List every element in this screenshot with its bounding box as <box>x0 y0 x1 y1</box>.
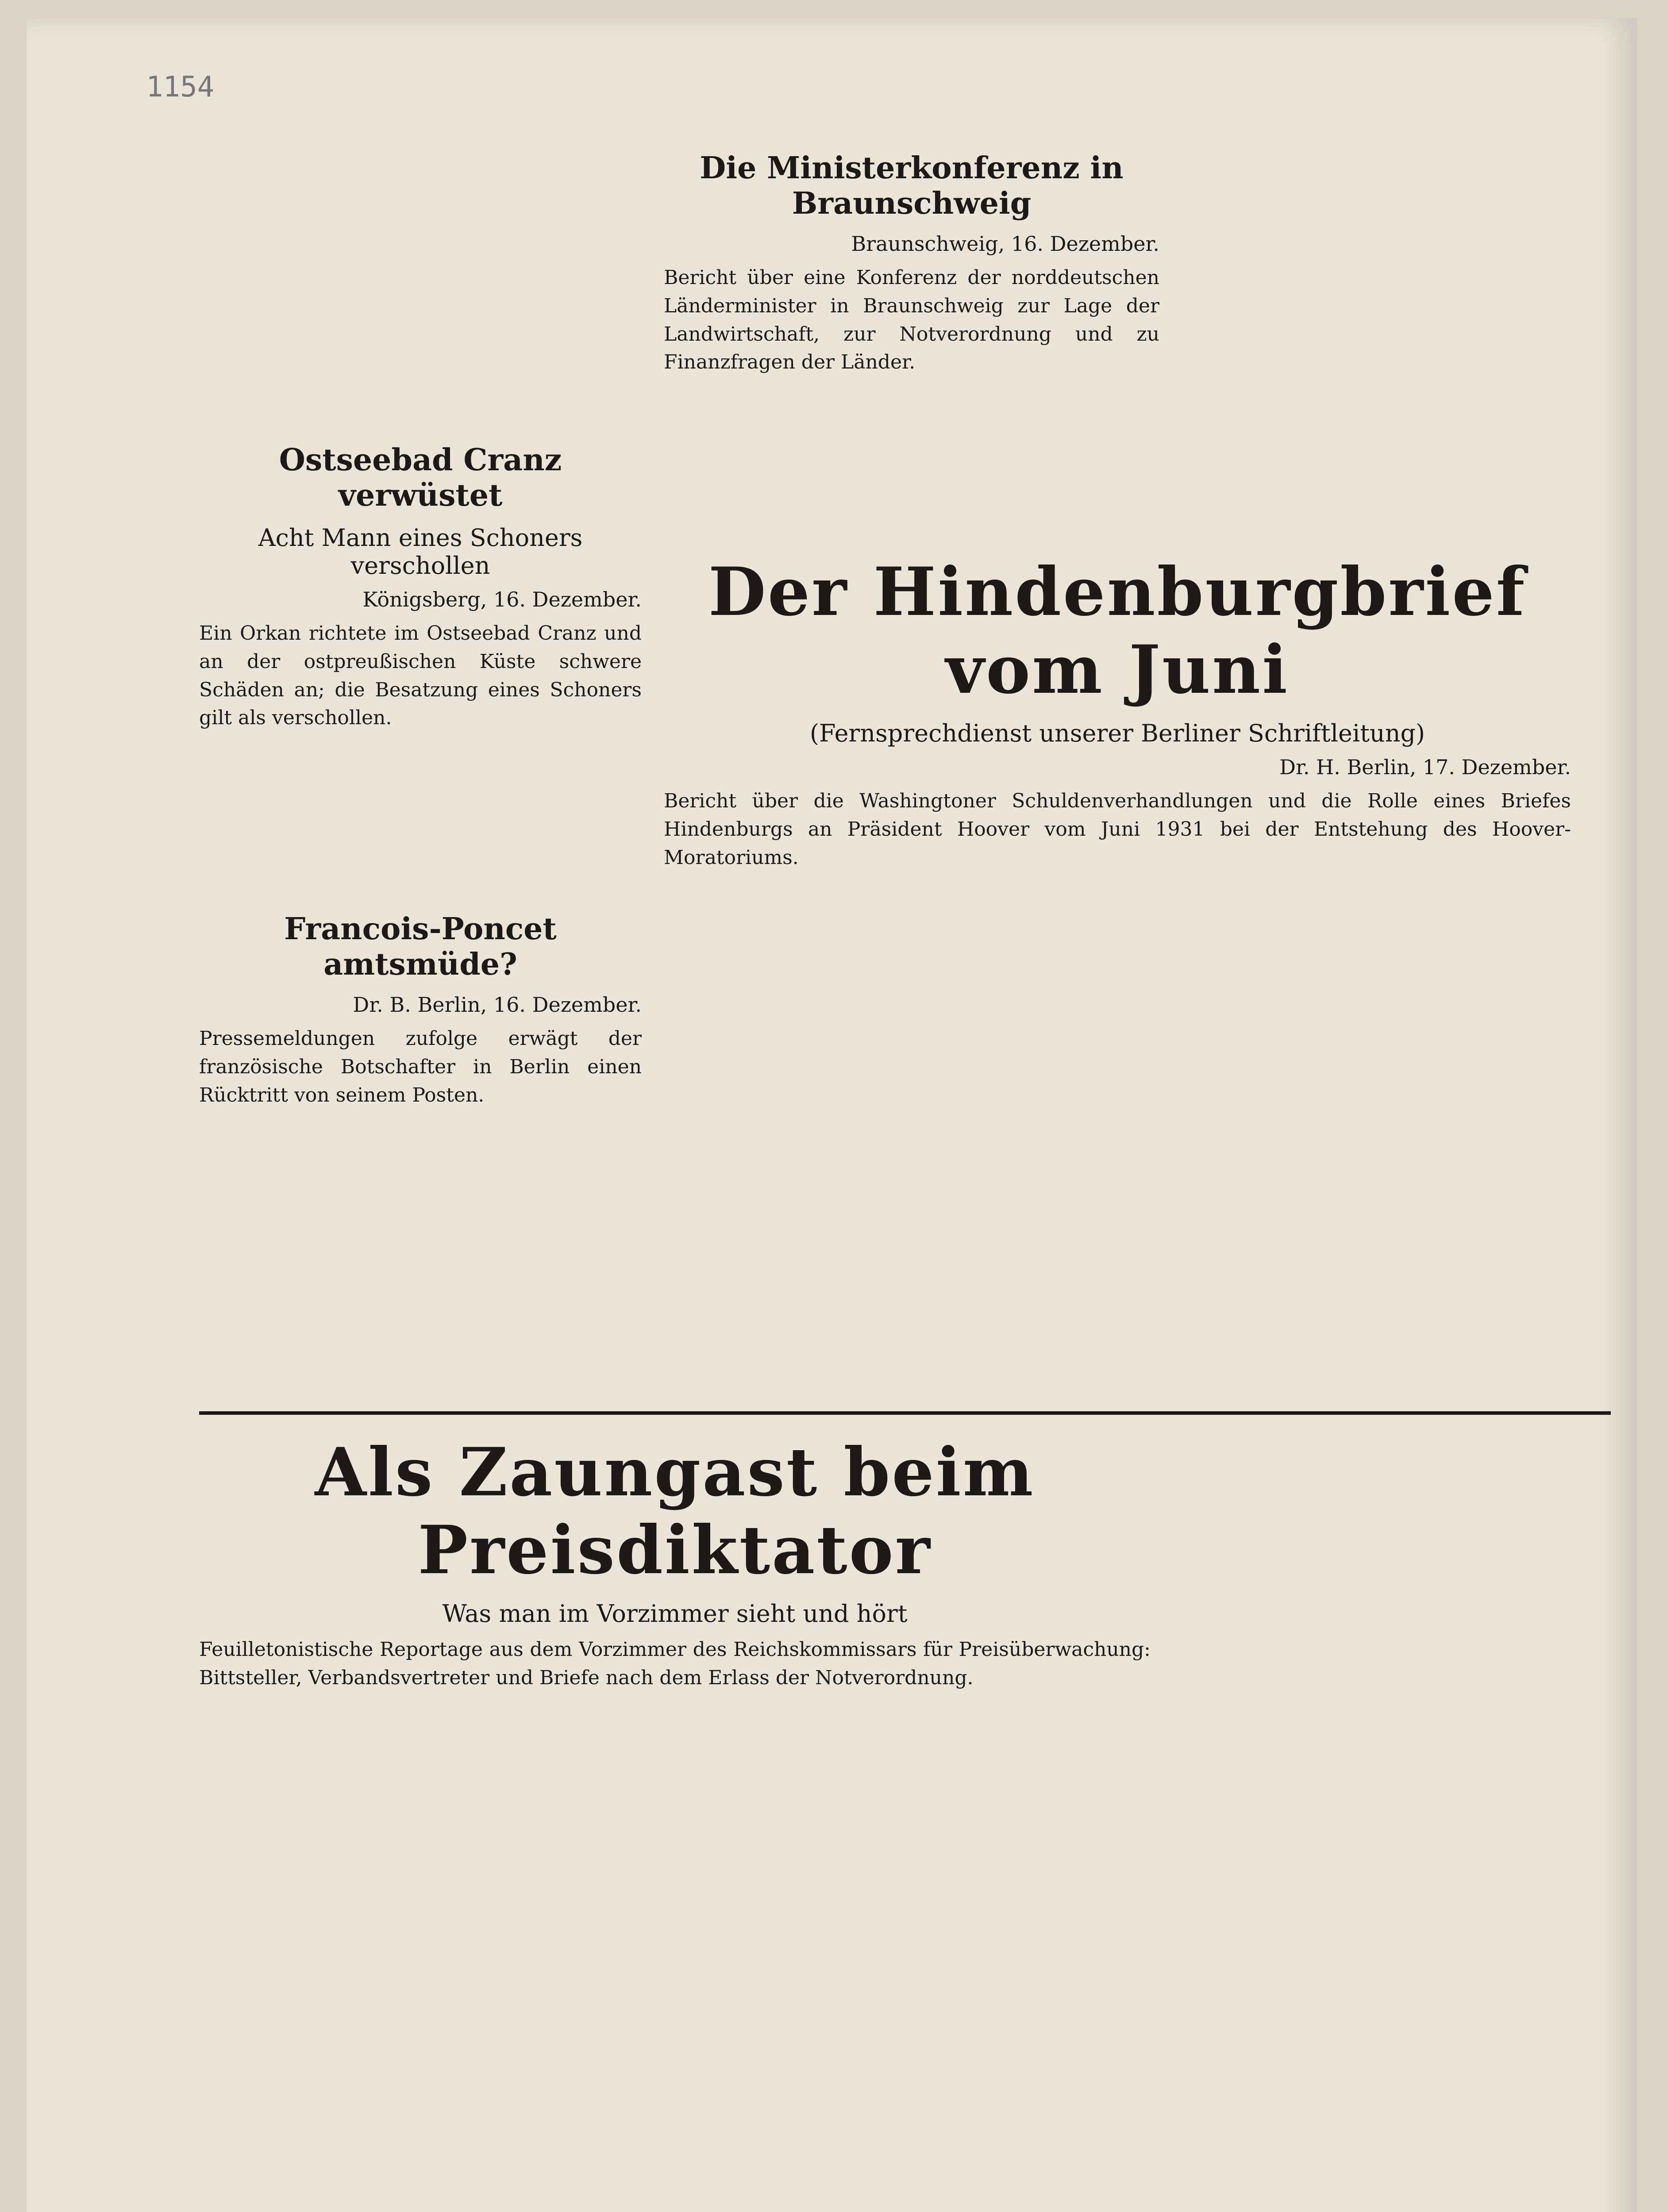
horizontal-rule <box>199 1411 1611 1415</box>
article-hindenburgbrief <box>664 553 1571 872</box>
headline: Als Zaungast beim Preisdiktator <box>315 1433 1035 1589</box>
headline: Der Hindenburgbrief vom Juni <box>708 553 1527 709</box>
summary: Bericht über eine Konferenz der norddeutschen Länderminister in Braunschweig zur Lage der Landwirtschaft, zur Notverordnung und zu Finanzfragen der Länder. <box>664 266 1159 374</box>
subheadline: (Fernsprechdienst unserer Berliner Schriftleitung) <box>809 719 1425 747</box>
article-poncet <box>199 911 642 1109</box>
dateline: Königsberg, 16. Dezember. <box>362 588 642 611</box>
summary: Feuilletonistische Reportage aus dem Vorzimmer des Reichskommissars für Preisüberwachung: Bittsteller, Verbandsvertreter und Briefe nach dem Erlass der Notverordnung. <box>199 1638 1151 1689</box>
dateline: Braunschweig, 16. Dezember. <box>851 232 1159 256</box>
headline: Die Ministerkonferenz in Braunschweig <box>700 150 1124 221</box>
summary: Bericht über die Washingtoner Schuldenverhandlungen und die Rolle eines Briefes Hindenburgs an Präsident Hoover vom Juni 1931 bei der Entstehung des Hoover-Moratoriums. <box>664 790 1571 869</box>
article-cranz <box>199 442 642 732</box>
subheadline: Was man im Vorzimmer sieht und hört <box>442 1600 908 1628</box>
headline: Ostseebad Cranz verwüstet <box>279 442 562 513</box>
newspaper-page <box>27 18 1637 2212</box>
headline: Francois-Poncet amtsmüde? <box>284 911 557 982</box>
summary: Ein Orkan richtete im Ostseebad Cranz und an der ostpreußischen Küste schwere Schäden an; die Besatzung eines Schoners gilt als verschollen. <box>199 622 642 730</box>
article-preisdiktator <box>199 1433 1151 1692</box>
page-number: 1154 <box>146 71 215 104</box>
subheadline: Acht Mann eines Schoners verschollen <box>258 524 583 580</box>
dateline: Dr. H. Berlin, 17. Dezember. <box>1279 755 1571 779</box>
summary: Pressemeldungen zufolge erwägt der französische Botschafter in Berlin einen Rücktritt von seinem Posten. <box>199 1027 642 1106</box>
article-ministerkonferenz <box>664 150 1159 376</box>
dateline: Dr. B. Berlin, 16. Dezember. <box>353 993 642 1017</box>
